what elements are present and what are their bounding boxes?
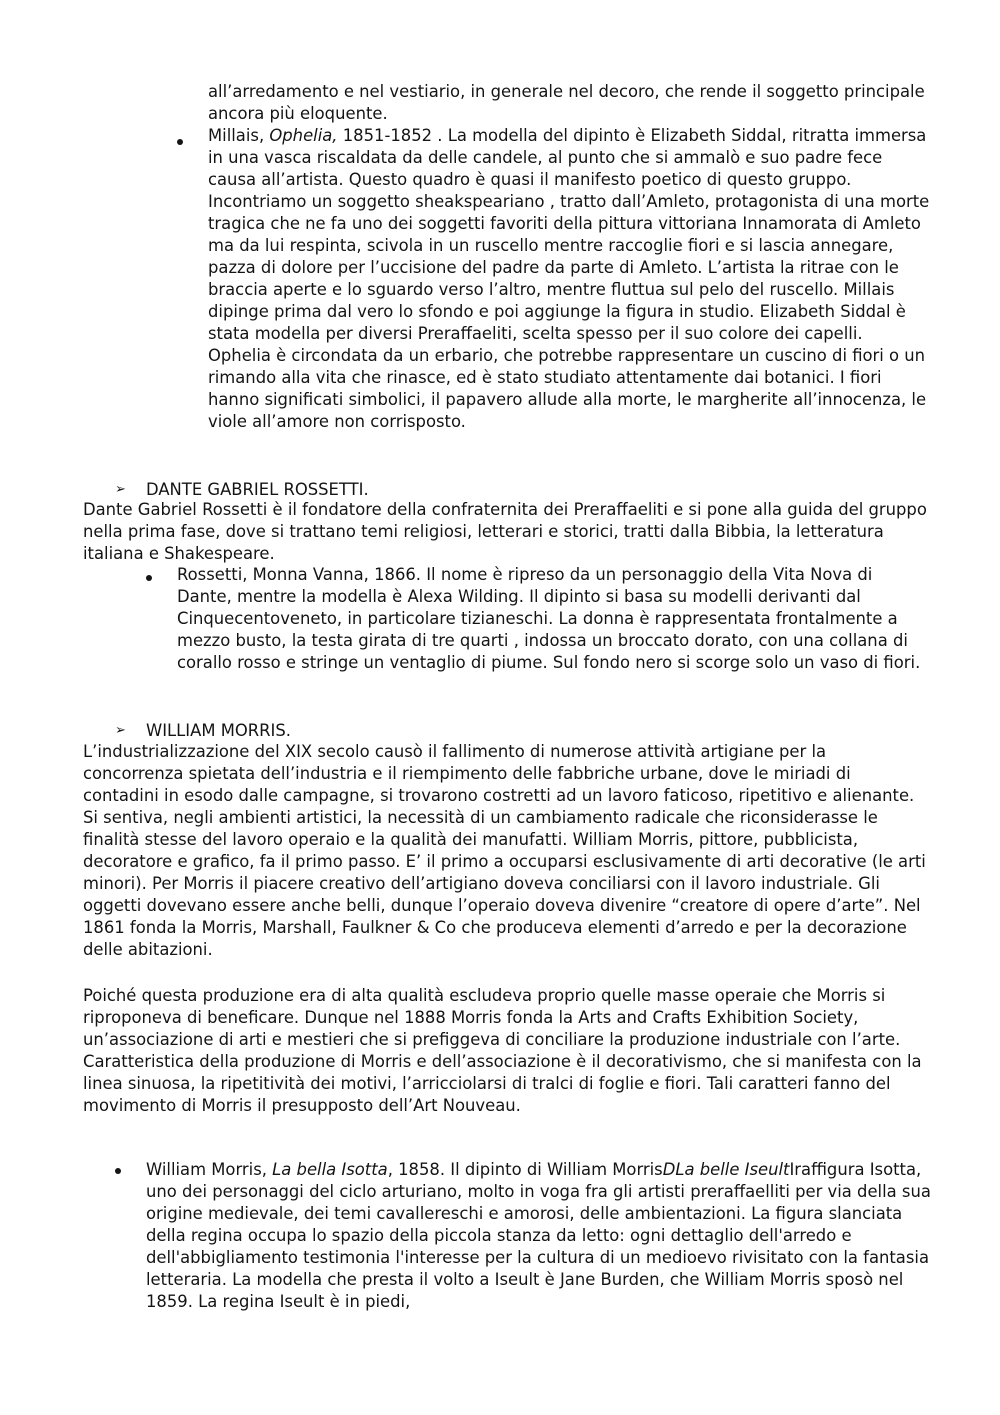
morris-bella-isotta-item	[146, 1159, 931, 1313]
arrow-bullet-icon: ➢	[115, 482, 126, 497]
millais-description: 1851-1852 . La modella del dipinto è Elizabeth Siddal, ritratta immersa in una vasca riscaldata da delle candele, al punto che si ammalò e suo padre fece causa all’artista. Questo quadro è quasi il manifesto poetico di questo gruppo. Incontriamo un soggetto sheakspeariano , tratto dall’Amleto, protagonista di una morte tragica che ne fa uno dei soggetti favoriti della pittura vittoriana Innamorata di Amleto ma da lui respinta, scivola in un ruscello mentre raccoglie fiori e si lascia annegare, pazza di dolore per l’uccisione del padre da parte di Amleto. L’artista la ritrae con le braccia aperte e lo sguardo verso l’altro, mentre fluttua sul pelo del ruscello. Millais dipinge prima dal vero lo sfondo e poi aggiunge la figura in studio. Elizabeth Siddal è stata modella per diversi Preraffaeliti, scelta spesso per il suo colore dei capelli. Ophelia è circondata da un erbario, che potrebbe rappresentare un cuscino di fiori o un rimando alla vita che rinasce, ed è stato studiato attentamente dai botanici. I fiori hanno significati simbolici, il papavero allude alla morte, le margherite all’innocenza, le viole all’amore non corrisposto.	[208, 126, 930, 431]
morris-paragraph-1: L’industrializzazione del XIX secolo causò il fallimento di numerose attività artigiane per la concorrenza spietata dell’industria e il riempimento delle fabbriche urbane, dove le miriadi di contadini in esodo dalle campagne, si trovarono costretti ad un lavoro faticoso, ripetitivo e alienante. Si sentiva, negli ambienti artistici, la necessità di un cambiamento radicale che riconsiderasse le finalità stesse del lavoro operaio e la qualità dei manufatti. William Morris, pittore, pubblicista, decoratore e grafico, fa il primo passo. E’ il primo a occuparsi esclusivamente di arti decorative (le arti minori). Per Morris il piacere creativo dell’artigiano doveva conciliarsi con il lavoro industriale. Gli oggetti dovevano essere anche belli, dunque l’operaio doveva divenire “creatore di opere d’arte”. Nel 1861 fonda la Morris, Marshall, Faulkner & Co che produceva elementi d’arredo e per la decorazione delle abitazioni.	[83, 742, 926, 959]
bullet-dot	[146, 575, 152, 581]
morris-paragraph-2: Poiché questa produzione era di alta qualità escludeva proprio quelle masse operaie che Morris si riproponeva di beneficare. Dunque nel 1888 Morris fonda la Arts and Crafts Exhibition Society, un’associazione di arti e mestieri che si prefiggeva di conciliare la produzione industriale con l’arte. Caratteristica della produzione di Morris e dell’associazione è il decorativismo, che si manifesta con la linea sinuosa, la ripetitività dei motivi, l’arricciolarsi di tralci di foglie e fiori. Tali caratteri fanno del movimento di Morris il presupposto dell’Art Nouveau.	[83, 986, 922, 1115]
bullet-dot	[115, 1168, 121, 1174]
continuation-text: all’arredamento e nel vestiario, in generale nel decoro, che rende il soggetto principale ancora più eloquente.	[208, 82, 925, 123]
millais-prefix: Millais,	[208, 126, 270, 145]
bullet-dot	[177, 139, 183, 145]
isotta-mid: , 1858. Il dipinto di William Morris	[387, 1160, 663, 1179]
arrow-bullet-icon: ➢	[115, 723, 126, 738]
isotta-description: Iraffigura Isotta, uno dei personaggi del ciclo arturiano, molto in voga fra gli artisti preraffaelliti per via della sua origine medievale, dei temi cavallereschi e amorosi, delle ambientazioni. La figura slanciata della regina occupa lo spazio della piccola stanza da letto: ogni dettaglio dell'arredo e dell'abbigliamento testimonia l'interesse per la cultura di un medioevo rivisitato con la fantasia letteraria. La modella che presta il volto a Iseult è Jane Burden, che William Morris sposò nel 1859. La regina Iseult è in piedi,	[146, 1160, 931, 1311]
ophelia-title: Ophelia,	[269, 126, 338, 145]
isotta-title: La bella Isotta	[272, 1160, 388, 1179]
millais-ophelia-item	[208, 125, 930, 433]
rossetti-intro: Dante Gabriel Rossetti è il fondatore della confraternita dei Preraffaeliti e si pone alla guida del gruppo nella prima fase, dove si trattano temi religiosi, letterari e storici, tratti dalla Bibbia, la letteratura italiana e Shakespeare.	[83, 500, 927, 563]
isotta-prefix: William Morris,	[146, 1160, 273, 1179]
rossetti-monna-vanna-item: Rossetti, Monna Vanna, 1866. Il nome è ripreso da un personaggio della Vita Nova di Dante, mentre la modella è Alexa Wilding. Il dipinto si basa su modelli derivanti dal Cinquecentoveneto, in particolare tizianeschi. La donna è rappresentata frontalmente a mezzo busto, la testa girata di tre quarti , indossa un broccato dorato, con una collana di corallo rosso e stringe un ventaglio di piume. Sul fondo nero si scorge solo un vaso di fiori.	[177, 565, 921, 672]
morris-heading: WILLIAM MORRIS.	[146, 721, 291, 740]
rossetti-heading: DANTE GABRIEL ROSSETTI.	[146, 480, 369, 499]
iseult-title: DLa belle Iseult	[662, 1160, 790, 1179]
